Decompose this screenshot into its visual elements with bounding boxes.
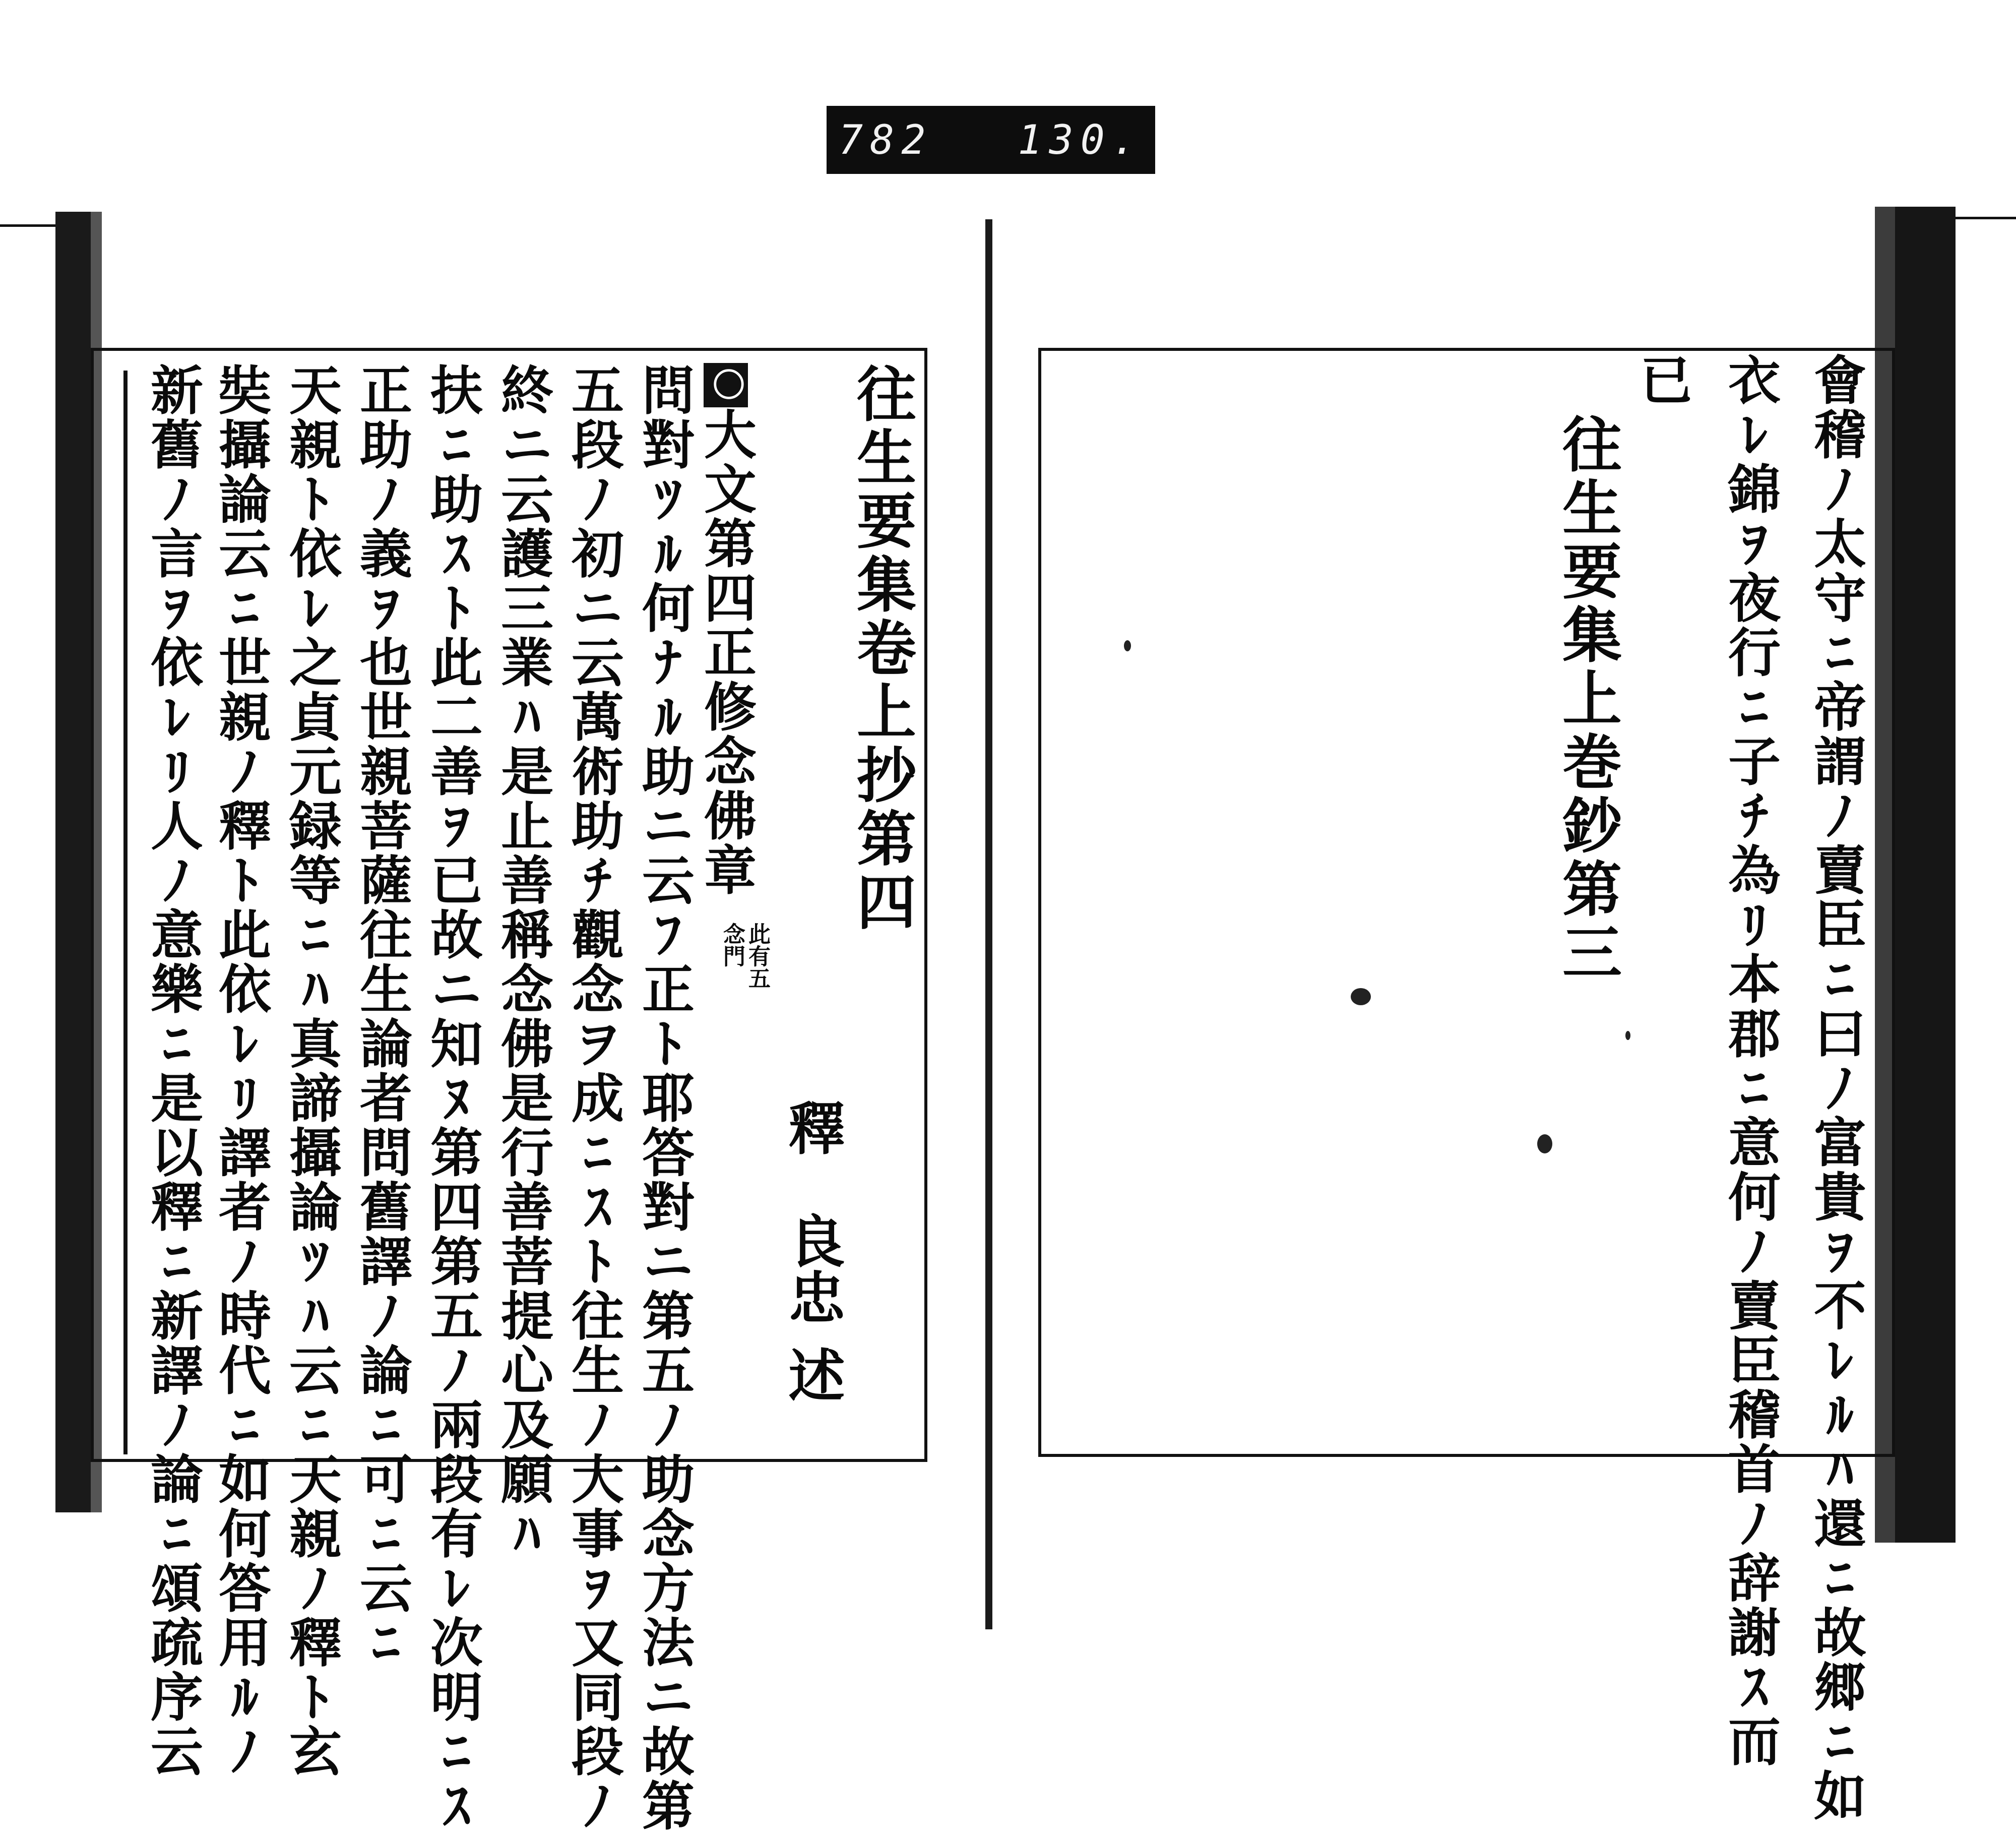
left-text-column-1: 問對ﾂﾙ何ﾅﾙ助ニ云ﾌ正ﾄ耶答對ニ第五ﾉ助念方法ニ故第 bbox=[633, 363, 695, 1833]
section-marker-icon: 〇 bbox=[704, 363, 748, 407]
left-text-column-3: 終ニ云護三業ﾊ是止善稱念佛是行善菩提心及願ﾊ bbox=[492, 363, 554, 1561]
chapter-note-top: 此有五 bbox=[744, 923, 770, 989]
right-text-column-2: 衣ﾚ錦ｦ夜行ﾆ子ﾁ為ﾘ本郡ﾆ意何ﾉ賣臣稽首ﾉ辞謝ｽ而 bbox=[1719, 353, 1781, 1768]
frame-number-label bbox=[827, 106, 1155, 174]
left-page-title: 往生要集卷上抄第四 bbox=[847, 363, 917, 935]
right-text-column-3: 已 bbox=[1631, 353, 1693, 407]
scan-speck bbox=[1537, 1134, 1552, 1153]
left-text-column-4: 扶ﾆ助ｽﾄ此二善ｦ已故ニ知ﾇ第四第五ﾉ兩段有ﾚ次明ﾆｽ bbox=[421, 363, 483, 1833]
center-gutter bbox=[985, 219, 992, 1629]
book-edge-left bbox=[55, 212, 91, 1512]
scan-speck bbox=[1124, 640, 1131, 651]
left-text-column-6: 天親ﾄ依ﾚ之貞元録等ﾆﾊ真諦攝論ﾂﾊ云ﾆ天親ﾉ釋ﾄ玄 bbox=[280, 363, 342, 1779]
left-text-column-7: 奘攝論云ﾆ世親ﾉ釋ﾄ此依ﾚﾘ譯者ﾉ時代ﾆ如何答用ﾙﾉ bbox=[210, 363, 272, 1779]
book-edge-right bbox=[1895, 207, 1956, 1543]
left-text-column-2: 五段ﾉ初ニ云萬術助ﾁ觀念ヲ成ﾆｽﾄ往生ﾉ大事ｦ又同段ﾉ bbox=[562, 363, 624, 1833]
right-text-column-1: 會稽ﾉ太守ﾆ帝謂ﾉ賣臣ﾆ曰ﾉ富貴ｦ不ﾚﾙﾊ還ﾆ故郷ﾆ如 bbox=[1805, 353, 1867, 1823]
chapter-note-bottom: 念門 bbox=[719, 923, 745, 967]
left-text-column-5: 正助ﾉ義ｦ也世親菩薩往生論者問舊譯ﾉ論ﾆ可ﾆ云ﾆ bbox=[351, 363, 413, 1670]
page-edge-line-left bbox=[0, 224, 55, 227]
author-suffix: 述 bbox=[779, 1346, 845, 1402]
frame-number-right: 130. bbox=[1018, 116, 1143, 163]
right-closing-title: 往生要集上巻鈔第三 bbox=[1552, 413, 1622, 985]
chapter-heading-line bbox=[695, 363, 757, 897]
author-name: 釋 良忠 bbox=[779, 1099, 845, 1325]
frame-number-left: 782 bbox=[839, 116, 933, 163]
chapter-heading: 大文第四正修念佛章 bbox=[695, 407, 757, 897]
scan-speck bbox=[1351, 988, 1371, 1005]
left-page-inner-rule bbox=[123, 371, 128, 1454]
left-text-column-8: 新舊ﾉ言ｦ依ﾚﾘ人ﾉ意樂ﾆ是以釋ﾆ新譯ﾉ論ﾆ頌疏序云 bbox=[142, 363, 204, 1779]
scan-speck bbox=[1625, 1031, 1630, 1040]
